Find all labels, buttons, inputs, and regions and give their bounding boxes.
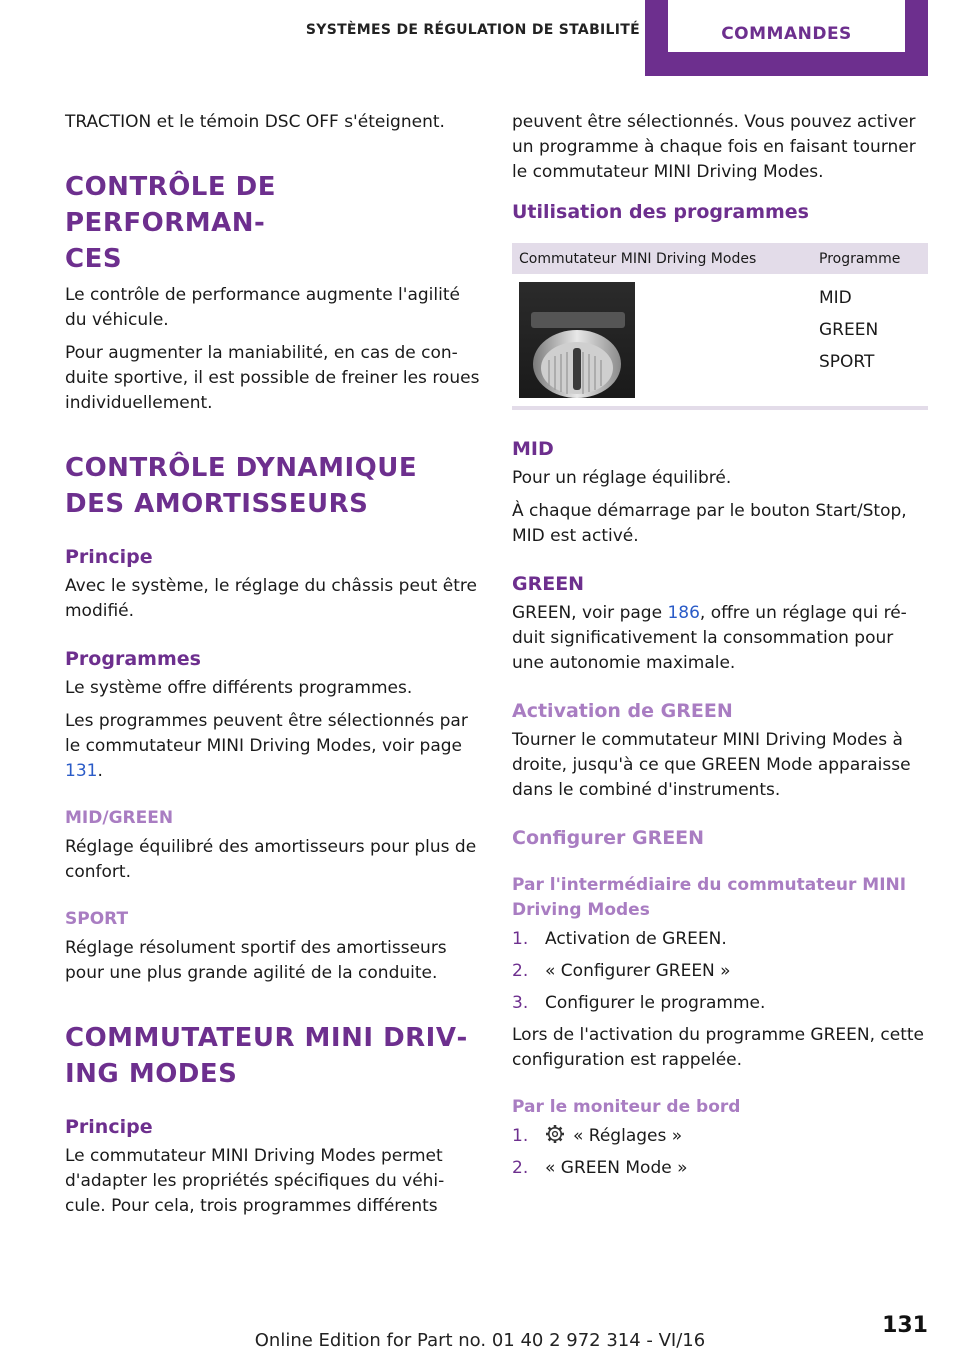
performance-p1: Le contrôle de performance augmente l'agilité du véhicule. bbox=[65, 285, 460, 330]
heading-principe: Principe bbox=[65, 546, 153, 568]
dial-photo-cell bbox=[512, 274, 812, 408]
steps-via-switch bbox=[512, 927, 930, 1016]
footer-edition: Online Edition for Part no. 01 40 2 972 314 - VI/16 bbox=[254, 1330, 706, 1351]
page-link-186[interactable]: 186 bbox=[667, 603, 700, 623]
step-number: 2. bbox=[512, 1158, 529, 1178]
program-sport: SPORT bbox=[819, 352, 875, 372]
step-text: « Configurer GREEN » bbox=[545, 961, 731, 981]
running-header-section: SYSTÈMES DE RÉGULATION DE STABILITÉ bbox=[305, 22, 640, 38]
right-column bbox=[512, 110, 930, 1188]
switch-principe-text: Le commutateur MINI Driving Modes permet d'adapter les propriétés spécifiques du véhi‐ cule. Pour cela, trois programmes différents bbox=[65, 1146, 445, 1216]
programs-table bbox=[512, 243, 928, 410]
step-text: Configurer le programme. bbox=[545, 993, 766, 1013]
chapter-tab bbox=[645, 0, 928, 76]
table-header-switch: Commutateur MINI Driving Modes bbox=[512, 243, 812, 274]
table-row bbox=[512, 274, 928, 408]
green-text-start: GREEN, voir page bbox=[512, 603, 668, 623]
step-text: Activation de GREEN. bbox=[545, 929, 727, 949]
step-number: 3. bbox=[512, 993, 529, 1013]
step-text: « GREEN Mode » bbox=[545, 1158, 688, 1178]
step-number: 1. bbox=[512, 1126, 529, 1146]
heading-via-monitor: Par le moniteur de bord bbox=[512, 1097, 741, 1117]
sport-text: Réglage résolument sportif des amortisseurs pour une plus grande agilité de la conduite. bbox=[65, 938, 447, 983]
heading-mid: MID bbox=[512, 438, 554, 460]
table-header-row bbox=[512, 243, 928, 274]
program-mid: MID bbox=[819, 288, 852, 308]
heading-mid-green: MID/GREEN bbox=[65, 808, 174, 828]
damper-principe-text: Avec le système, le réglage du châssis peut être modifié. bbox=[65, 576, 477, 621]
step-number: 2. bbox=[512, 961, 529, 981]
right-intro-text: peuvent être sélectionnés. Vous pouvez activer un programme à chaque fois en faisant tourner le commutateur MINI Driving Modes. bbox=[512, 112, 916, 182]
mid-green-text: Réglage équilibré des amortisseurs pour plus de confort. bbox=[65, 837, 477, 882]
green-text bbox=[512, 601, 930, 676]
steps-via-monitor bbox=[512, 1124, 930, 1181]
list-item bbox=[512, 1156, 930, 1181]
table-header-program: Programme bbox=[812, 243, 928, 274]
heading-via-switch: Par l'intermédiaire du commutateur MINI Driving Modes bbox=[512, 875, 907, 920]
step-number: 1. bbox=[512, 929, 529, 949]
programmes-p2 bbox=[65, 709, 483, 784]
programmes-p1: Le système offre différents programmes. bbox=[65, 678, 413, 698]
programmes-p2-end: . bbox=[97, 761, 103, 781]
heading-programmes: Programmes bbox=[65, 648, 201, 670]
left-column bbox=[65, 110, 483, 1227]
page-number: 131 bbox=[882, 1313, 928, 1338]
list-item bbox=[512, 1124, 930, 1149]
list-item bbox=[512, 927, 930, 952]
heading-green-activation: Activation de GREEN bbox=[512, 700, 733, 722]
programmes-p2-text: Les programmes peuvent être sélectionnés par le commutateur MINI Driving Modes, voir page bbox=[65, 711, 468, 756]
configuration-recall-text: Lors de l'activation du programme GREEN, cette configuration est rappelée. bbox=[512, 1025, 925, 1070]
step-content bbox=[545, 1124, 682, 1149]
heading-sport: SPORT bbox=[65, 909, 129, 929]
green-text-end: , offre un réglage qui ré‐ duit significativement la consommation pour une autonomie maximale. bbox=[512, 603, 907, 673]
list-item bbox=[512, 959, 930, 984]
heading-driving-modes-switch: COMMUTATEUR MINI DRIV‐ ING MODES bbox=[65, 1023, 468, 1089]
heading-configure-green: Configurer GREEN bbox=[512, 827, 705, 849]
step-text: « Réglages » bbox=[573, 1126, 683, 1146]
chapter-tab-label: COMMANDES bbox=[668, 0, 905, 52]
heading-performance: CONTRÔLE DE PERFORMAN‐ CES bbox=[65, 172, 277, 274]
heading-damper-control: CONTRÔLE DYNAMIQUE DES AMORTISSEURS bbox=[65, 453, 418, 519]
mid-p1: Pour un réglage équilibré. bbox=[512, 468, 732, 488]
list-item bbox=[512, 991, 930, 1016]
intro-text: TRACTION et le témoin DSC OFF s'éteignent. bbox=[65, 112, 445, 132]
page-link-131[interactable]: 131 bbox=[65, 761, 98, 781]
driving-modes-dial-photo bbox=[519, 282, 635, 398]
programs-cell bbox=[812, 274, 928, 408]
performance-p2: Pour augmenter la maniabilité, en cas de con‐ duite sportive, il est possible de freiner les roues individuellement. bbox=[65, 343, 480, 413]
heading-green: GREEN bbox=[512, 573, 585, 595]
mid-p2: À chaque démarrage par le bouton Start/Stop, MID est activé. bbox=[512, 501, 907, 546]
heading-switch-principe: Principe bbox=[65, 1116, 153, 1138]
green-activation-text: Tourner le commutateur MINI Driving Modes à droite, jusqu'à ce que GREEN Mode apparaisse dans le combiné d'instruments. bbox=[512, 730, 911, 800]
heading-program-usage: Utilisation des programmes bbox=[512, 201, 809, 223]
gear-icon bbox=[545, 1124, 565, 1144]
program-green: GREEN bbox=[819, 320, 879, 340]
